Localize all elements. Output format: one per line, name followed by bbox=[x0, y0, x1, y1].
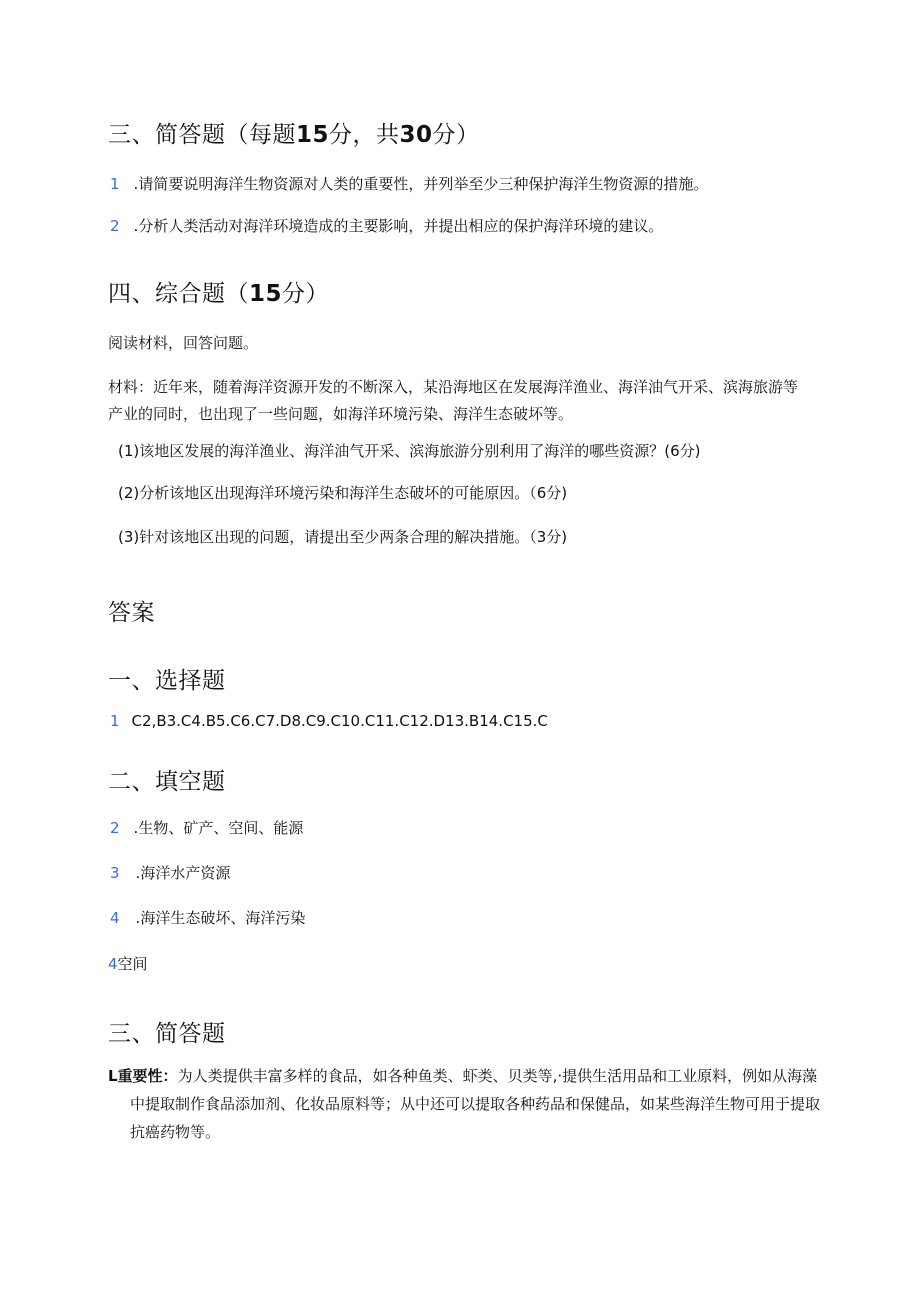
fill-answer-item: 4空间 bbox=[108, 955, 148, 973]
short-section-title: 三、简答题 bbox=[108, 1021, 226, 1047]
choice-section-title: 一、选择题 bbox=[108, 668, 226, 694]
fill-answer-item: 3 .海洋水产资源 bbox=[110, 864, 231, 882]
question-2: 2 .分析人类活动对海洋环境造成的主要影响，并提出相应的保护海洋环境的建议。 bbox=[110, 217, 664, 235]
section4-material: 材料：近年来，随着海洋资源开发的不断深入，某沿海地区在发展海洋渔业、海洋油气开采、滨海旅游等产业的同时，也出现了一些问题，如海洋环境污染、海洋生态破坏等。 bbox=[108, 378, 799, 423]
sub-question-2: (2)分析该地区出现海洋环境污染和海洋生态破坏的可能原因。（6分) bbox=[118, 484, 568, 502]
fill-section-title: 二、填空题 bbox=[108, 769, 226, 795]
short-answer-1: L重要性：为人类提供丰富多样的食品，如各种鱼类、虾类、贝类等,·提供生活用品和工业原料，例如从海藻中提取制作食品添加剂、化妆品原料等；从中还可以提取各种药品和保健品，如某些海洋生物可用于提取抗癌药物等。 bbox=[108, 1067, 821, 1141]
fill-answer-item: 4 .海洋生态破坏、海洋污染 bbox=[110, 909, 306, 927]
answers-title: 答案 bbox=[108, 600, 155, 626]
fill-answer-item: 2 .生物、矿产、空间、能源 bbox=[110, 819, 304, 837]
section4-title: 四、综合题（15分） bbox=[108, 281, 330, 307]
sub-question-1: (1)该地区发展的海洋渔业、海洋油气开采、滨海旅游分别利用了海洋的哪些资源？(6分) bbox=[118, 442, 701, 460]
question-1: 1 .请简要说明海洋生物资源对人类的重要性，并列举至少三种保护海洋生物资源的措施。 bbox=[110, 175, 709, 193]
section3-title: 三、简答题（每题15分，共30分） bbox=[108, 122, 480, 148]
section4-intro: 阅读材料，回答问题。 bbox=[108, 334, 259, 352]
sub-question-3: (3)针对该地区出现的问题，请提出至少两条合理的解决措施。（3分) bbox=[118, 528, 568, 546]
choice-answers: 1 C2,B3.C4.B5.C6.C7.D8.C9.C10.C11.C12.D13.B14.C15.C bbox=[110, 712, 548, 730]
